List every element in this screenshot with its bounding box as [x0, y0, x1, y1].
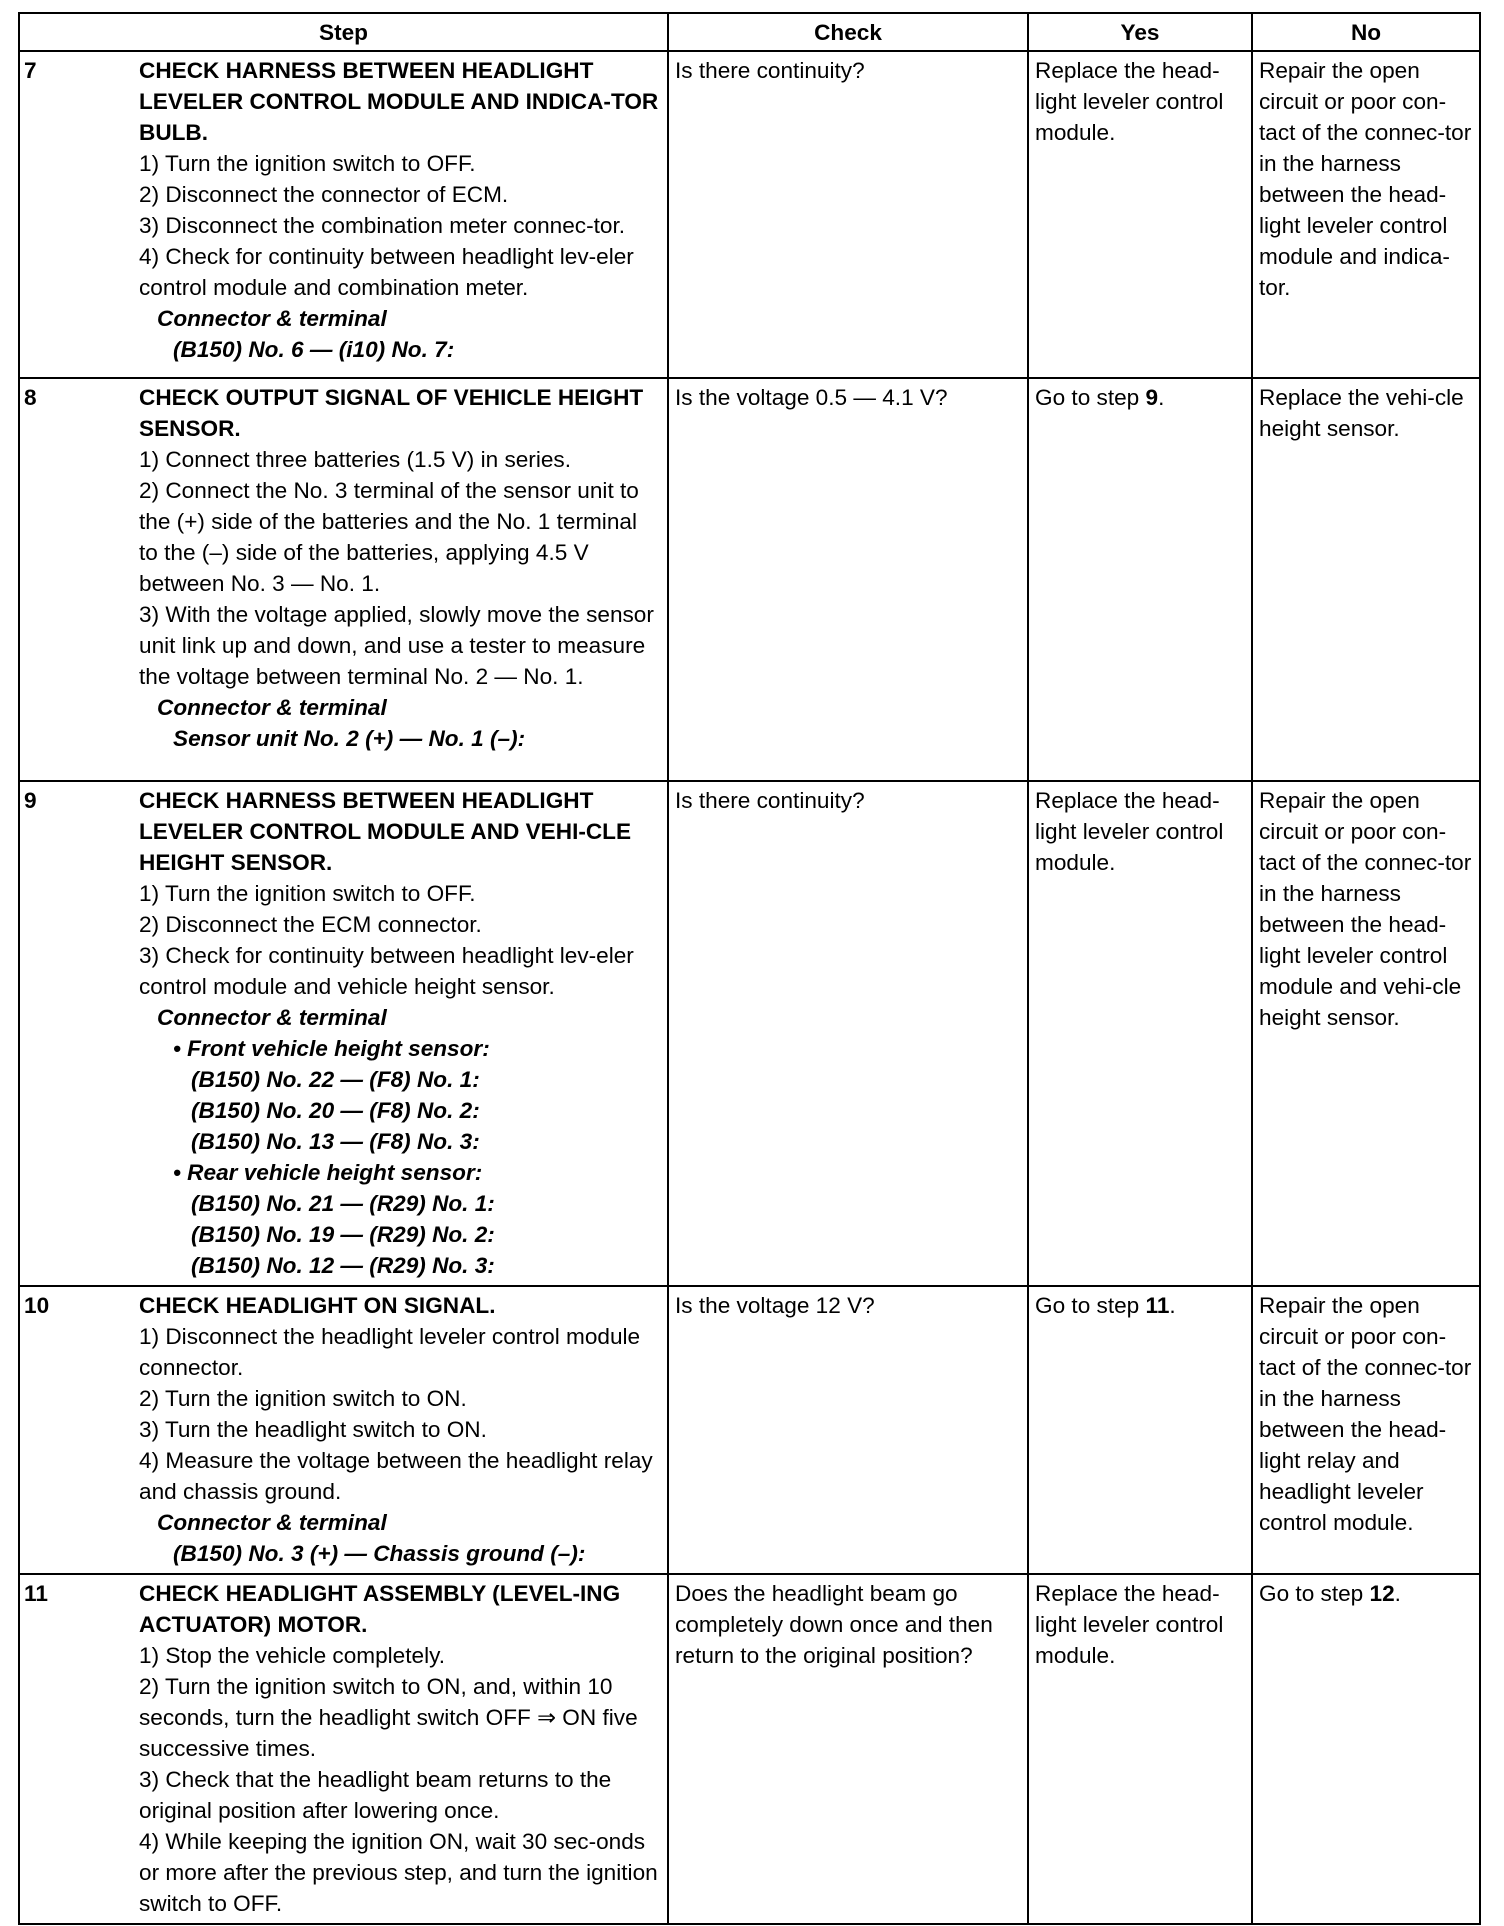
yes-suffix: . — [1158, 385, 1165, 410]
step-reference: 11 — [1145, 1293, 1170, 1318]
no-cell: Replace the vehi-cle height sensor. — [1252, 378, 1480, 781]
instruction: 1) Disconnect the headlight leveler control module connector. — [139, 1324, 641, 1380]
instruction: 2) Turn the ignition switch to ON, and, within 10 seconds, turn the headlight switch OFF ⇒ ON five successive times. — [139, 1674, 638, 1761]
instruction: 2) Disconnect the ECM connector. — [139, 912, 482, 937]
connector-label: Connector & terminal — [157, 1005, 387, 1030]
header-step: Step — [19, 13, 668, 51]
instruction: 4) Check for continuity between headlight lev-eler control module and combination meter. — [139, 244, 634, 300]
sensor-group-title: • Rear vehicle height sensor: — [173, 1160, 483, 1185]
step-reference: 12 — [1369, 1581, 1395, 1606]
header-yes: Yes — [1028, 13, 1252, 51]
table-row-step-10 — [19, 1286, 1480, 1574]
yes-cell — [1028, 1286, 1252, 1574]
instruction: 1) Turn the ignition switch to OFF. — [139, 151, 476, 176]
step-number: 7 — [19, 51, 139, 378]
connector-terminal: (B150) No. 12 — (R29) No. 3: — [191, 1253, 495, 1278]
no-cell: Repair the open circuit or poor con-tact of the connec-tor in the harness between the head-light leveler control module and vehi-cle height sensor. — [1252, 781, 1480, 1286]
step-number: 9 — [19, 781, 139, 1286]
connector-terminal: (B150) No. 19 — (R29) No. 2: — [191, 1222, 495, 1247]
check-cell: Is the voltage 12 V? — [668, 1286, 1028, 1574]
connector-label: Connector & terminal — [157, 306, 387, 331]
no-cell: Repair the open circuit or poor con-tact of the connec-tor in the harness between the head-light leveler control module and indica-tor. — [1252, 51, 1480, 378]
step-number: 11 — [19, 1574, 139, 1924]
instruction: 1) Turn the ignition switch to OFF. — [139, 881, 476, 906]
instruction: 3) Turn the headlight switch to ON. — [139, 1417, 487, 1442]
instruction: 2) Disconnect the connector of ECM. — [139, 182, 509, 207]
step-number: 10 — [19, 1286, 139, 1574]
step-title: CHECK HEADLIGHT ASSEMBLY (LEVEL-ING ACTUATOR) MOTOR. — [139, 1581, 621, 1637]
table-row-step-8 — [19, 378, 1480, 781]
yes-prefix: Go to step — [1035, 1293, 1146, 1318]
step-description — [139, 1286, 668, 1574]
instruction: 1) Stop the vehicle completely. — [139, 1643, 446, 1668]
table-row-step-9 — [19, 781, 1480, 1286]
yes-prefix: Go to step — [1035, 385, 1146, 410]
step-description — [139, 1574, 668, 1924]
no-suffix: . — [1394, 1581, 1401, 1606]
step-title: CHECK OUTPUT SIGNAL OF VEHICLE HEIGHT SENSOR. — [139, 385, 644, 441]
instruction: 4) While keeping the ignition ON, wait 30 sec-onds or more after the previous step, and turn the ignition switch to OFF. — [139, 1829, 658, 1916]
connector-terminal: (B150) No. 21 — (R29) No. 1: — [191, 1191, 495, 1216]
yes-cell — [1028, 378, 1252, 781]
yes-cell: Replace the head-light leveler control module. — [1028, 781, 1252, 1286]
step-number: 8 — [19, 378, 139, 781]
instruction: 1) Connect three batteries (1.5 V) in series. — [139, 447, 571, 472]
step-description — [139, 378, 668, 781]
step-title: CHECK HEADLIGHT ON SIGNAL. — [139, 1293, 496, 1318]
header-check: Check — [668, 13, 1028, 51]
connector-label: Connector & terminal — [157, 695, 387, 720]
yes-cell: Replace the head-light leveler control module. — [1028, 51, 1252, 378]
connector-terminal: (B150) No. 22 — (F8) No. 1: — [191, 1067, 480, 1092]
connector-terminal: (B150) No. 20 — (F8) No. 2: — [191, 1098, 480, 1123]
connector-terminal: (B150) No. 13 — (F8) No. 3: — [191, 1129, 480, 1154]
instruction: 3) Check that the headlight beam returns to the original position after lowering once. — [139, 1767, 612, 1823]
step-title: CHECK HARNESS BETWEEN HEADLIGHT LEVELER CONTROL MODULE AND VEHI-CLE HEIGHT SENSOR. — [139, 788, 632, 875]
header-row — [19, 13, 1480, 51]
instruction: 2) Turn the ignition switch to ON. — [139, 1386, 467, 1411]
yes-suffix: . — [1169, 1293, 1176, 1318]
step-description — [139, 51, 668, 378]
connector-terminal: (B150) No. 6 — (i10) No. 7: — [173, 337, 455, 362]
connector-label: Connector & terminal — [157, 1510, 387, 1535]
connector-terminal: (B150) No. 3 (+) — Chassis ground (–): — [173, 1541, 586, 1566]
no-cell: Repair the open circuit or poor con-tact of the connec-tor in the harness between the head-light relay and headlight leveler control module. — [1252, 1286, 1480, 1574]
connector-terminal: Sensor unit No. 2 (+) — No. 1 (–): — [173, 726, 526, 751]
no-prefix: Go to step — [1259, 1581, 1370, 1606]
no-cell — [1252, 1574, 1480, 1924]
sensor-group-title: • Front vehicle height sensor: — [173, 1036, 490, 1061]
step-title: CHECK HARNESS BETWEEN HEADLIGHT LEVELER CONTROL MODULE AND INDICA-TOR BULB. — [139, 58, 659, 145]
check-cell: Is the voltage 0.5 — 4.1 V? — [668, 378, 1028, 781]
check-cell: Does the headlight beam go completely down once and then return to the original position? — [668, 1574, 1028, 1924]
step-description — [139, 781, 668, 1286]
instruction: 3) Check for continuity between headlight lev-eler control module and vehicle height sensor. — [139, 943, 634, 999]
check-cell: Is there continuity? — [668, 51, 1028, 378]
header-no: No — [1252, 13, 1480, 51]
instruction: 3) With the voltage applied, slowly move the sensor unit link up and down, and use a tester to measure the voltage between terminal No. 2 — No. 1. — [139, 602, 654, 689]
yes-cell: Replace the head-light leveler control module. — [1028, 1574, 1252, 1924]
table-row-step-11 — [19, 1574, 1480, 1924]
check-cell: Is there continuity? — [668, 781, 1028, 1286]
instruction: 2) Connect the No. 3 terminal of the sensor unit to the (+) side of the batteries and the No. 1 terminal to the (–) side of the batteries, applying 4.5 V between No. 3 — No. 1. — [139, 478, 639, 596]
step-reference: 9 — [1145, 385, 1159, 410]
table-row-step-7 — [19, 51, 1480, 378]
instruction: 4) Measure the voltage between the headlight relay and chassis ground. — [139, 1448, 653, 1504]
instruction: 3) Disconnect the combination meter connec-tor. — [139, 213, 626, 238]
diagnostic-table — [18, 12, 1481, 1925]
